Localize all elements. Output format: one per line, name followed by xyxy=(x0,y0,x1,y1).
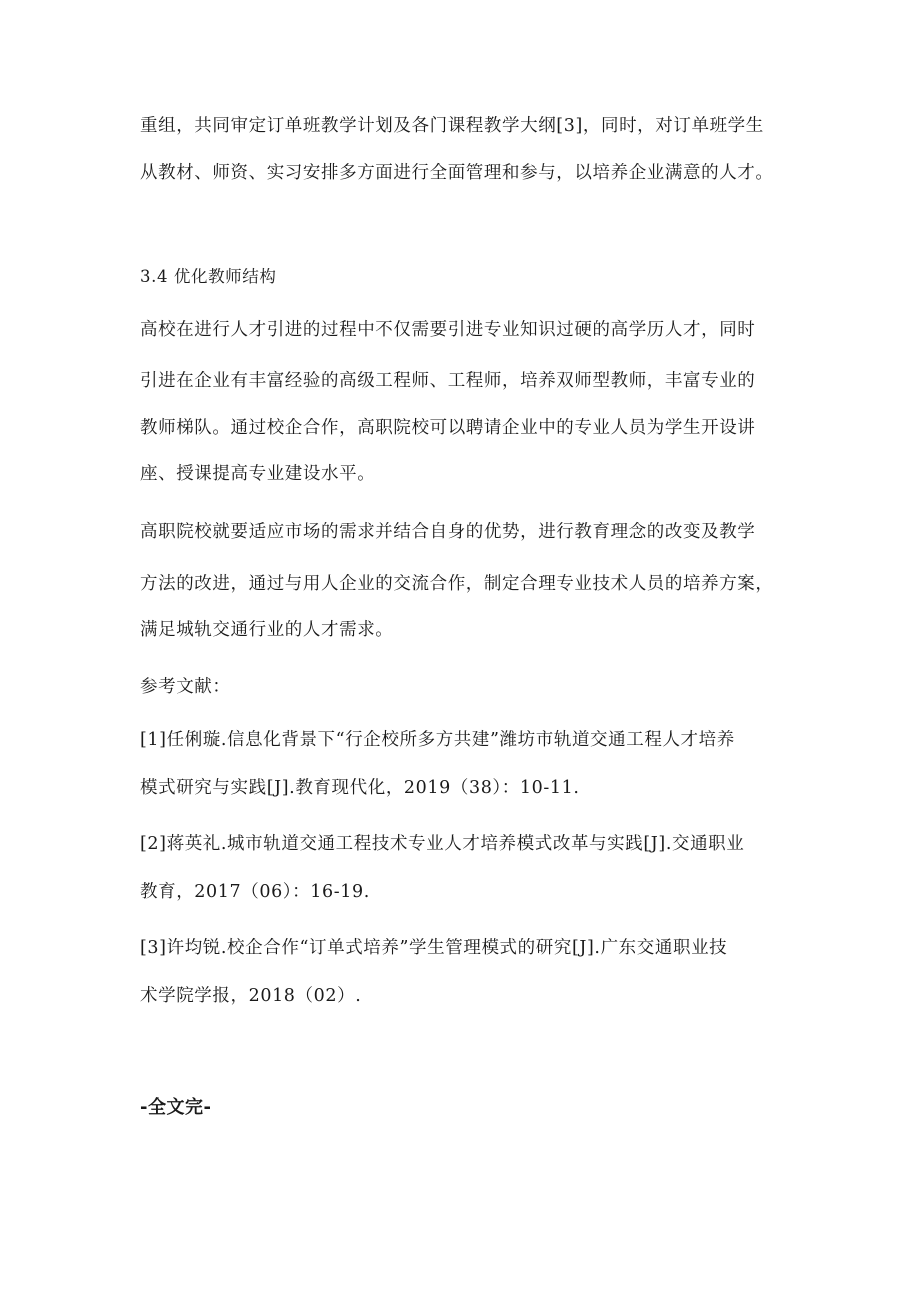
end-mark: -全文完- xyxy=(140,1097,212,1118)
paragraph1-line-2: 引进在企业有丰富经验的高级工程师、工程师，培养双师型教师，丰富专业的 xyxy=(140,371,756,391)
continuation-line-1: 重组，共同审定订单班教学计划及各门课程教学大纲[3]，同时，对订单班学生 xyxy=(140,116,764,136)
reference-2-line-2: 教育，2017（06）：16-19. xyxy=(140,882,370,902)
section-heading: 3.4 优化教师结构 xyxy=(140,267,277,286)
reference-1-line-2: 模式研究与实践[J].教育现代化，2019（38）：10-11. xyxy=(140,778,580,798)
references-heading: 参考文献： xyxy=(140,677,231,697)
reference-1-line-1: [1]任俐璇.信息化背景下“行企校所多方共建”潍坊市轨道交通工程人才培养 xyxy=(140,730,735,750)
reference-2-line-1: [2]蒋英礼.城市轨道交通工程技术专业人才培养模式改革与实践[J].交通职业 xyxy=(140,834,745,854)
paragraph1-line-1: 高校在进行人才引进的过程中不仅需要引进专业知识过硬的高学历人才，同时 xyxy=(140,320,756,340)
reference-3-line-2: 术学院学报，2018（02）. xyxy=(140,986,362,1006)
paragraph1-line-4: 座、授课提高专业建设水平。 xyxy=(140,464,376,484)
paragraph2-line-2: 方法的改进，通过与用人企业的交流合作，制定合理专业技术人员的培养方案， xyxy=(140,574,774,594)
reference-3-line-1: [3]许均锐.校企合作“订单式培养”学生管理模式的研究[J].广东交通职业技 xyxy=(140,938,728,958)
continuation-line-2: 从教材、师资、实习安排多方面进行全面管理和参与，以培养企业满意的人才。 xyxy=(140,163,774,183)
paragraph1-line-3: 教师梯队。通过校企合作，高职院校可以聘请企业中的专业人员为学生开设讲 xyxy=(140,418,756,438)
paragraph2-line-3: 满足城轨交通行业的人才需求。 xyxy=(140,620,394,640)
paragraph2-line-1: 高职院校就要适应市场的需求并结合自身的优势，进行教育理念的改变及教学 xyxy=(140,522,756,542)
